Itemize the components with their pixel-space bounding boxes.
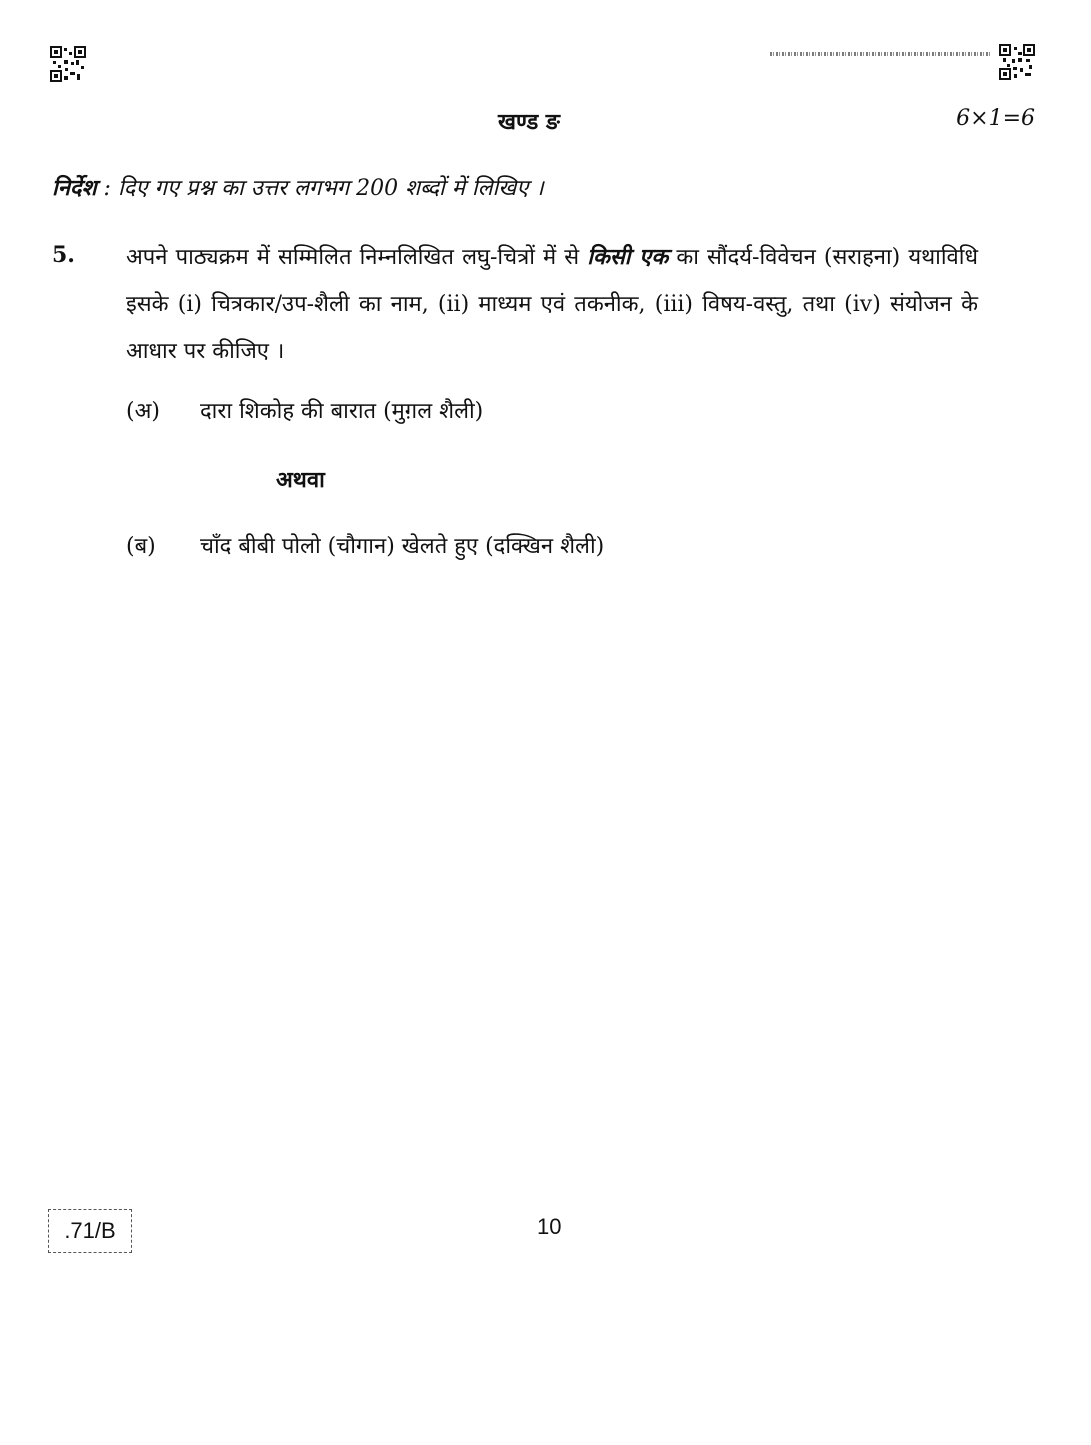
paper-code: .71/B: [64, 1218, 116, 1243]
option-b: [126, 530, 604, 560]
qr-code-icon: [50, 46, 86, 82]
option-label: (ब): [126, 534, 156, 559]
instruction: [52, 172, 544, 202]
question-text: [126, 234, 978, 375]
qr-code-icon: [999, 44, 1035, 80]
section-title: खण्ड ङ: [498, 109, 560, 135]
question-text-after: का सौंदर्य-विवेचन (सराहना) यथाविधि इसके (i) चित्रकार/उप-शैली का नाम, (ii) माध्यम एवं तकनीक, (iii) विषय-वस्तु, तथा (iv) संयोजन के आधार पर कीजिए ।: [126, 245, 979, 364]
option-text: दारा शिकोह की बारात (मुग़ल शैली): [200, 399, 484, 424]
paper-code-box: [48, 1209, 132, 1253]
page-number: 10: [537, 1214, 562, 1239]
option-label: (अ): [126, 399, 160, 424]
question-number: 5.: [52, 242, 75, 268]
security-microtext-line: [770, 52, 992, 56]
option-a: [126, 395, 483, 425]
marks-scheme: 6×1=6: [956, 106, 1035, 131]
instruction-text: : दिए गए प्रश्न का उत्तर लगभग 200 शब्दों में लिखिए ।: [96, 176, 544, 201]
instruction-label: निर्देश: [52, 175, 97, 201]
question-text-before: अपने पाठ्यक्रम में सम्मिलित निम्नलिखित लघु-चित्रों में से: [126, 245, 588, 270]
option-text: चाँद बीबी पोलो (चौगान) खेलते हुए (दक्खिन शैली): [200, 534, 605, 559]
question-emphasis: किसी एक: [587, 244, 669, 270]
or-divider: अथवा: [276, 467, 325, 493]
